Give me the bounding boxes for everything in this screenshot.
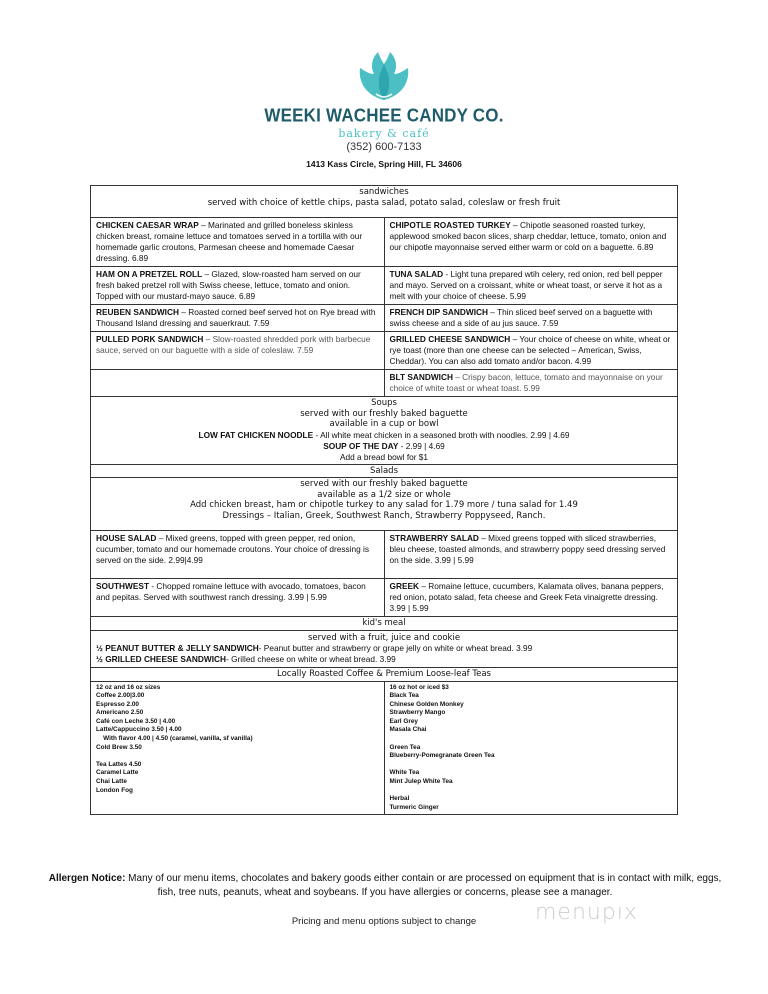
salads-line: available as a 1/2 size or whole — [317, 489, 451, 500]
menu-item — [91, 218, 384, 266]
menu-item — [384, 267, 678, 304]
drink-line — [390, 735, 673, 744]
item-desc: – Mixed greens, topped with green pepper, red onion, cucumber, tomato and our homemade croutons. Your choice of dressing is served on the side. 2.99|4.99 — [96, 533, 370, 565]
item-name: GRILLED CHEESE SANDWICH — [389, 334, 511, 344]
menu-item — [91, 305, 384, 332]
item-name: TUNA SALAD — [389, 269, 444, 279]
kids-item — [96, 643, 672, 654]
menu-col-left — [91, 305, 384, 369]
soups-line: served with our freshly baked baguette — [300, 408, 468, 419]
drink-line: Latte/Cappuccino 3.50 | 4.00 — [96, 726, 182, 734]
kids-row — [91, 630, 677, 668]
item-name: LOW FAT CHICKEN NOODLE — [198, 429, 314, 440]
menu-row — [91, 304, 677, 369]
item-name: BLT SANDWICH — [389, 372, 453, 382]
salads-line: served with our freshly baked baguette — [300, 479, 468, 489]
drink-line — [390, 787, 673, 796]
item-desc: - Peanut butter and strawberry or grape jelly on white or wheat bread. 3.99 — [258, 643, 533, 653]
soups-row — [91, 396, 677, 464]
item-name: ½ PEANUT BUTTER & JELLY SANDWICH — [96, 643, 259, 653]
item-desc: – Your choice of cheese on white, wheat or rye toast (more than one cheese can be selected – American, Swiss, Cheddar). You can also add tomato and/or bacon. 4.99 — [389, 334, 671, 366]
shell-logo-icon — [354, 50, 414, 102]
drink-line: With flavor 4.00 | 4.50 (caramel, vanilla, sf vanilla) — [96, 735, 253, 743]
drinks-title: Locally Roasted Coffee & Premium Loose-leaf Teas — [277, 669, 491, 679]
watermark: menupıx — [535, 900, 638, 925]
menu-item — [91, 267, 384, 304]
item-desc: – Roasted corned beef served hot on Rye bread with Thousand Island dressing and sauerkraut. 7.59 — [96, 307, 376, 328]
menu-row — [91, 217, 677, 266]
kids-title: kid's meal — [362, 618, 406, 628]
item-name: PULLED PORK SANDWICH — [96, 334, 204, 344]
sandwiches-header-row — [91, 186, 677, 217]
drink-line — [96, 752, 379, 761]
menu-item — [384, 370, 678, 396]
item-desc: - Chopped romaine lettuce with avocado, tomatoes, bacon and pepitas. Served with southwest ranch dressing. 3.99 | 5.99 — [96, 581, 366, 602]
sandwiches-note: served with choice of kettle chips, pasta salad, potato salad, coleslaw or fresh fruit — [207, 197, 561, 208]
drink-line: Cold Brew 3.50 — [96, 743, 142, 751]
menu-col-right — [384, 305, 678, 369]
salads-info — [91, 478, 677, 530]
drink-line: London Fog — [96, 786, 133, 794]
menu-item — [385, 332, 678, 369]
item-desc: – Romaine lettuce, cucumbers, Kalamata olives, banana peppers, red onion, potato salad, feta cheese and Greek Feta vinaigrette dressing. 3.99 | 5.99 — [389, 581, 664, 613]
sandwiches-title: sandwiches — [359, 187, 409, 197]
item-desc: – Mixed greens topped with sliced strawberries, bleu cheese, toasted almonds, and strawberry poppy seed dressing served on the side. 3.99 | 5.99 — [389, 533, 666, 565]
item-name: SOUP OF THE DAY — [323, 440, 399, 451]
drink-line — [390, 761, 673, 770]
item-name: CHICKEN CAESAR WRAP — [96, 220, 199, 230]
drink-line: Turmeric Ginger — [389, 803, 439, 811]
menu-table — [90, 185, 678, 815]
item-desc: – Slow-roasted shredded pork with barbecue sauce, served on our baguette with a side of coleslaw. 7.59 — [96, 334, 371, 355]
item-desc: – Crispy bacon, lettuce, tomato and mayonnaise on your choice of white toast or wheat toast. 5.99 — [389, 372, 663, 393]
drink-line: Blueberry-Pomegranate Green Tea — [389, 752, 495, 760]
item-desc: – Thin sliced beef served on a baguette with swiss cheese and a side of au jus sauce. 7.59 — [389, 307, 653, 328]
item-desc: - Grilled cheese on white or wheat bread. 3.99 — [226, 654, 396, 664]
salads-info-row — [91, 477, 677, 530]
drink-line: Tea Lattes 4.50 — [96, 760, 142, 768]
salads-title-row — [91, 464, 677, 478]
drink-line: Masala Chai — [389, 726, 427, 734]
soups-line: available in a cup or bowl — [329, 419, 439, 429]
footer-note: Pricing and menu options subject to change — [291, 916, 477, 927]
soup-item — [95, 441, 673, 452]
drink-line: Black Tea — [389, 692, 419, 700]
drink-line: 12 oz and 16 oz sizes — [96, 683, 161, 691]
menu-item — [91, 332, 384, 358]
menu-item — [384, 218, 678, 266]
tea-list — [384, 682, 678, 815]
item-name: GREEK — [389, 581, 420, 591]
kids-section — [91, 631, 677, 668]
drink-line: 16 oz hot or iced $3 — [389, 683, 449, 691]
menu-row — [91, 530, 677, 578]
kids-title-row — [91, 616, 677, 630]
menu-row — [91, 578, 677, 616]
drink-line: Espresso 2.00 — [96, 700, 139, 708]
drink-line: White Tea — [389, 769, 420, 777]
drink-line: Green Tea — [389, 743, 421, 751]
menu-row — [91, 266, 677, 304]
item-desc: – Chipotle seasoned roasted turkey, applewood smoked bacon slices, sharp cheddar, lettuce, tomato, onion and our chipotle mayonnaise served either warm or cold on a baguette. 6.89 — [389, 220, 667, 252]
item-desc: - Light tuna prepared wtih celery, red onion, red bell pepper and mayo. Served on a croissant, white or wheat toast, or serve it hot as a melt with your choice of cheese. 5.99 — [389, 269, 663, 301]
phone-number: (352) 600-7133 — [346, 141, 422, 153]
item-name: ½ GRILLED CHEESE SANDWICH — [96, 654, 226, 664]
drink-line: Strawberry Mango — [389, 709, 446, 717]
drinks-row — [91, 681, 677, 815]
soup-item — [95, 430, 673, 441]
brand-subtitle: bakery & café — [338, 127, 430, 140]
item-name: STRAWBERRY SALAD — [389, 533, 479, 543]
allergen-label: Allergen Notice: — [48, 873, 126, 884]
salads-line: Dressings – Italian, Greek, Southwest Ranch, Strawberry Poppyseed, Ranch. — [222, 510, 546, 521]
menu-item-empty — [91, 370, 384, 396]
item-name: HOUSE SALAD — [96, 533, 157, 543]
item-name: CHIPOTLE ROASTED TURKEY — [389, 220, 511, 230]
menu-item — [384, 579, 678, 616]
drink-line: Earl Grey — [389, 717, 418, 725]
salads-line: Add chicken breast, ham or chipotle turkey to any salad for 1.79 more / tuna salad for 1.49 — [190, 500, 578, 510]
sandwiches-header — [91, 186, 677, 217]
drink-line: Café con Leche 3.50 | 4.00 — [96, 717, 176, 725]
drink-line: Mint Julep White Tea — [389, 778, 453, 786]
item-name: FRENCH DIP SANDWICH — [389, 307, 488, 317]
drink-line: Chai Latte — [96, 778, 127, 786]
menu-item — [91, 531, 384, 578]
drink-line: Americano 2.50 — [96, 709, 144, 717]
soups-title: Soups — [371, 398, 397, 408]
menu-item — [91, 579, 384, 616]
item-name: REUBEN SANDWICH — [96, 307, 179, 317]
soups-line: Add a bread bowl for $1 — [339, 451, 429, 462]
item-desc: - All white meat chicken in a seasoned broth with noodles. 2.99 | 4.69 — [313, 429, 570, 440]
item-desc: - 2.99 | 4.69 — [398, 440, 445, 451]
soups-section — [91, 397, 677, 464]
item-name: HAM ON A PRETZEL ROLL — [96, 269, 203, 279]
drink-line: Chinese Golden Monkey — [389, 700, 464, 708]
allergen-notice — [40, 872, 730, 900]
drink-line: Herbal — [389, 795, 410, 803]
item-desc: – Glazed, slow-roasted ham served on our fresh baked pretzel roll with Swiss cheese, lettuce, tomato and onion. Topped with our mustard-mayo sauce. 6.89 — [96, 269, 361, 301]
drink-line: Coffee 2.00|3.00 — [96, 692, 145, 700]
coffee-list — [91, 682, 384, 815]
item-desc: – Marinated and grilled boneless skinless chicken breast, romaine lettuce and tomatoes served in a tortilla with our homemade garlic croutons, Parmesan cheese and homemade Caesar dressing. 6.89 — [96, 220, 363, 263]
menu-row — [91, 369, 677, 396]
header — [0, 50, 768, 169]
kids-note: served with a fruit, juice and cookie — [307, 632, 461, 643]
drink-line: Caramel Latte — [96, 769, 139, 777]
menu-item — [385, 305, 678, 332]
address: 1413 Kass Circle, Spring Hill, FL 34606 — [306, 159, 462, 169]
item-name: SOUTHWEST — [96, 581, 150, 591]
menu-item — [384, 531, 678, 578]
brand-name: WEEKI WACHEE CANDY CO. — [264, 105, 504, 126]
allergen-text: Many of our menu items, chocolates and bakery goods either contain or are processed on equipment that is in contact with milk, eggs, fish, tree nuts, peanuts, wheat and soybeans. If you have allergies or concerns, please see a manager. — [125, 873, 722, 898]
kids-item — [96, 654, 672, 665]
salads-title: Salads — [370, 465, 398, 476]
drinks-title-row — [91, 667, 677, 681]
